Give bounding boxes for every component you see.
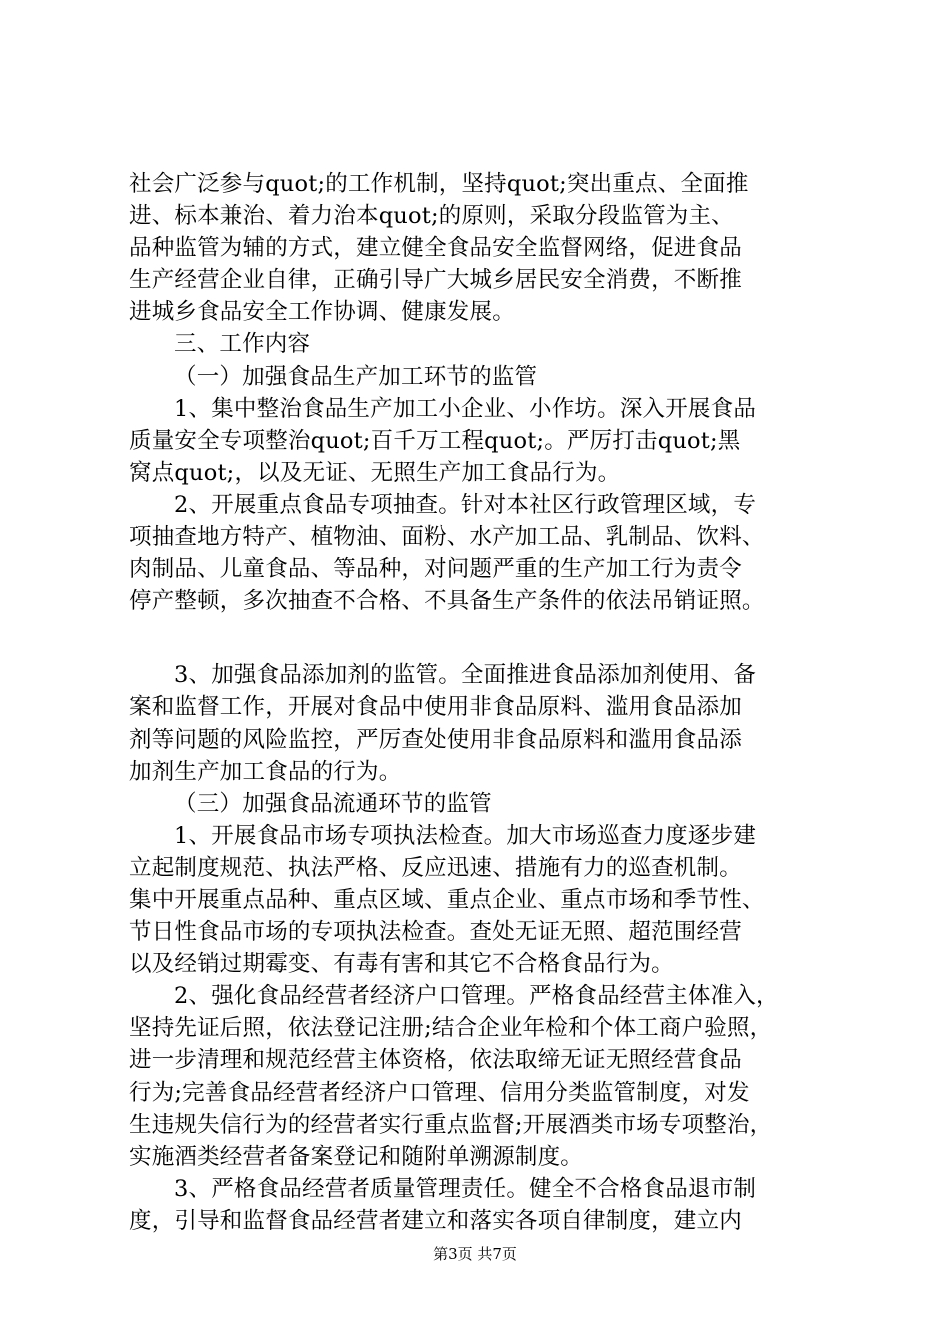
text-line: 剂等问题的风险监控，严厉查处使用非食品原料和滥用食品添: [129, 726, 742, 753]
text-line: 行为;完善食品经营者经济户口管理、信用分类监管制度，对发: [129, 1079, 750, 1106]
paragraph-spacer: [129, 617, 849, 659]
text-line: （三）加强食品流通环节的监管: [174, 790, 492, 817]
text-line: 三、工作内容: [174, 331, 311, 358]
text-line: 社会广泛参与quot;的工作机制，坚持quot;突出重点、全面推: [129, 171, 749, 197]
text-line: 实施酒类经营者备案登记和随附单溯源制度。: [129, 1143, 584, 1170]
text-line: 质量安全专项整治quot;百千万工程quot;。严厉打击quot;黑: [129, 427, 741, 454]
text-line: 3、严格食品经营者质量管理责任。健全不合格食品退市制: [174, 1175, 757, 1202]
text-line: 肉制品、儿童食品、等品种，对问题严重的生产加工行为责令: [129, 556, 742, 583]
text-line: 停产整顿，多次抽查不合格、不具备生产条件的依法吊销证照。: [129, 588, 765, 615]
text-line: 进城乡食品安全工作协调、健康发展。: [129, 299, 515, 326]
text-line: 生产经营企业自律，正确引导广大城乡居民安全消费，不断推: [129, 267, 742, 294]
text-line: 案和监督工作，开展对食品中使用非食品原料、滥用食品添加: [129, 694, 742, 721]
text-line: 1、集中整治食品生产加工小企业、小作坊。深入开展食品: [174, 395, 757, 422]
text-line: 1、开展食品市场专项执法检查。加大市场巡查力度逐步建: [174, 822, 757, 849]
text-line: 进、标本兼治、着力治本quot;的原则，采取分段监管为主、: [129, 203, 734, 230]
text-line: 2、强化食品经营者经济户口管理。严格食品经营主体准入，: [174, 983, 779, 1010]
text-line: 进一步清理和规范经营主体资格，依法取缔无证无照经营食品: [129, 1047, 742, 1074]
page-footer: 第3页 共7页: [433, 1245, 517, 1263]
text-line: 节日性食品市场的专项执法检查。查处无证无照、超范围经营: [129, 919, 742, 946]
text-line: 加剂生产加工食品的行为。: [129, 758, 402, 785]
text-line: 立起制度规范、执法严格、反应迅速、措施有力的巡查机制。: [129, 854, 742, 881]
text-line: 生违规失信行为的经营者实行重点监督;开展酒类市场专项整治，: [129, 1111, 773, 1138]
text-line: 以及经销过期霉变、有毒有害和其它不合格食品行为。: [129, 951, 674, 978]
document-body: [129, 168, 849, 1237]
text-line: 坚持先证后照，依法登记注册;结合企业年检和个体工商户验照，: [129, 1015, 773, 1042]
text-line: 3、加强食品添加剂的监管。全面推进食品添加剂使用、备: [174, 662, 757, 689]
text-line: 2、开展重点食品专项抽查。针对本社区行政管理区域，专: [174, 491, 757, 518]
text-line: 项抽查地方特产、植物油、面粉、水产加工品、乳制品、饮料、: [129, 524, 765, 551]
text-line: （一）加强食品生产加工环节的监管: [174, 363, 538, 390]
text-line: 集中开展重点品种、重点区域、重点企业、重点市场和季节性、: [129, 886, 765, 913]
text-line: 窝点quot;，以及无证、无照生产加工食品行为。: [129, 459, 621, 486]
text-line: 品种监管为辅的方式，建立健全食品安全监督网络，促进食品: [129, 235, 742, 262]
text-line: 度，引导和监督食品经营者建立和落实各项自律制度，建立内: [129, 1207, 742, 1234]
